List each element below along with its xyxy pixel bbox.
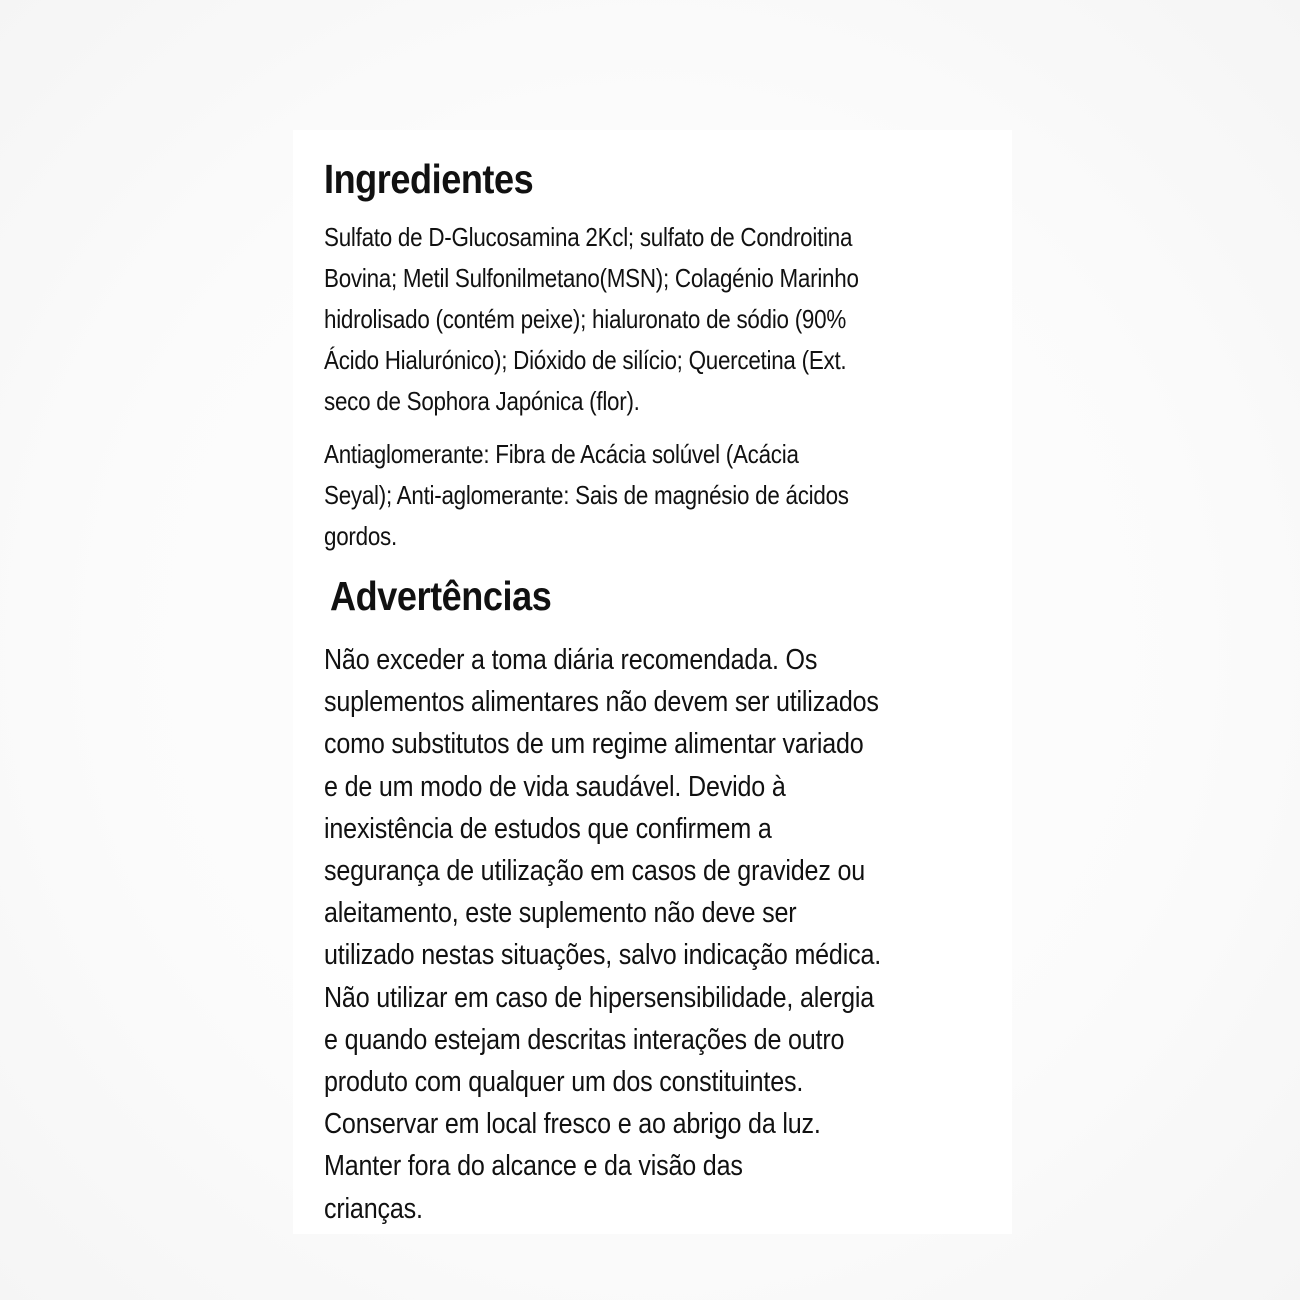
warnings-line: produto com qualquer um dos constituintes. — [324, 1066, 804, 1099]
warnings-line: como substitutos de um regime alimentar variado — [324, 728, 864, 761]
ingredients-line: hidrolisado (contém peixe); hialuronato de sódio (90% — [324, 304, 847, 334]
warnings-line: suplementos alimentares não devem ser utilizados — [324, 686, 879, 719]
warnings-line: Não utilizar em caso de hipersensibilidade, alergia — [324, 981, 875, 1014]
warnings-line: utilizado nestas situações, salvo indicação médica. — [324, 939, 882, 972]
warnings-line: Não exceder a toma diária recomendada. Os — [324, 644, 818, 676]
warnings-line: Manter fora do alcance e da visão das — [324, 1150, 743, 1183]
warnings-line: aleitamento, este suplemento não deve ser — [324, 897, 797, 930]
warnings-line: Conservar em local fresco e ao abrigo da luz. — [324, 1108, 821, 1141]
ingredients-line: Ácido Hialurónico); Dióxido de silício; Quercetina (Ext. — [324, 345, 847, 375]
ingredients-line: seco de Sophora Japónica (flor). — [324, 386, 640, 416]
additives-line: gordos. — [324, 521, 397, 551]
warnings-list — [324, 639, 972, 1230]
warnings-line: inexistência de estudos que confirmem a — [324, 812, 772, 845]
additives-line: Seyal); Anti-aglomerante: Sais de magnésio de ácidos — [324, 480, 849, 510]
ingredients-line: Bovina; Metil Sulfonilmetano(MSN); Colagénio Marinho — [324, 263, 859, 293]
additives-list — [324, 434, 972, 557]
additives-line: Antiaglomerante: Fibra de Acácia solúvel (Acácia — [324, 439, 799, 469]
warnings-line: e de um modo de vida saudável. Devido à — [324, 770, 786, 803]
ingredients-heading: Ingredientes — [324, 156, 534, 202]
ingredients-line: Sulfato de D-Glucosamina 2Kcl; sulfato de Condroitina — [324, 222, 853, 252]
warnings-line: e quando estejam descritas interações de outro — [324, 1023, 845, 1056]
warnings-line: crianças. — [324, 1192, 423, 1225]
warnings-line: segurança de utilização em casos de gravidez ou — [324, 855, 866, 888]
ingredients-list — [324, 217, 972, 422]
warnings-heading: Advertências — [330, 573, 552, 619]
